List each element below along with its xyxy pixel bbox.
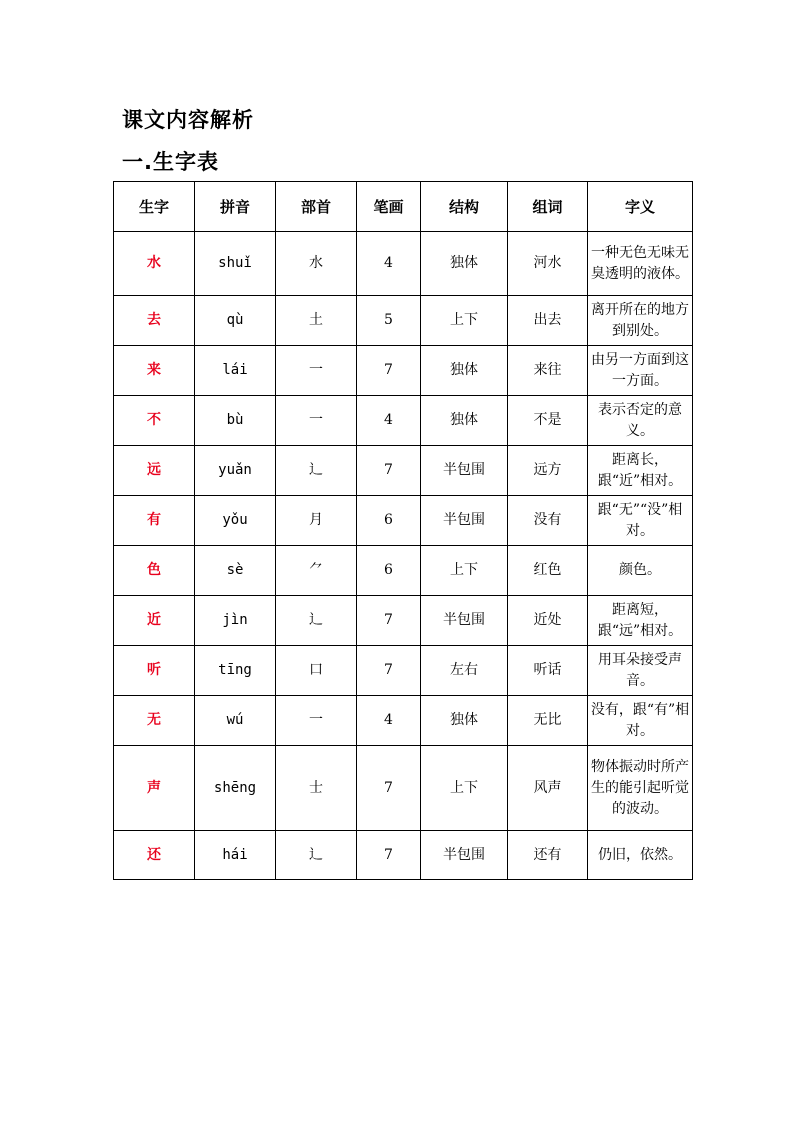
table-row bbox=[114, 546, 693, 596]
structure-cell: 左右 bbox=[421, 646, 508, 696]
header-character: 生字 bbox=[114, 182, 195, 232]
structure-cell: 半包围 bbox=[421, 496, 508, 546]
pinyin-cell: yǒu bbox=[195, 496, 276, 546]
strokes-cell: 4 bbox=[357, 696, 421, 746]
word-cell: 听话 bbox=[508, 646, 588, 696]
table-row bbox=[114, 746, 693, 831]
header-word: 组词 bbox=[508, 182, 588, 232]
radical-cell: ⺈ bbox=[276, 546, 357, 596]
character-cell: 还 bbox=[114, 831, 195, 880]
pinyin-cell: jìn bbox=[195, 596, 276, 646]
character-cell: 声 bbox=[114, 746, 195, 831]
radical-cell: 土 bbox=[276, 296, 357, 346]
structure-cell: 上下 bbox=[421, 546, 508, 596]
character-cell: 水 bbox=[114, 232, 195, 296]
meaning-cell: 仍旧，依然。 bbox=[588, 831, 693, 880]
pinyin-cell: qù bbox=[195, 296, 276, 346]
pinyin-cell: bù bbox=[195, 396, 276, 446]
table-row bbox=[114, 446, 693, 496]
structure-cell: 上下 bbox=[421, 296, 508, 346]
word-cell: 不是 bbox=[508, 396, 588, 446]
character-cell: 不 bbox=[114, 396, 195, 446]
word-cell: 无比 bbox=[508, 696, 588, 746]
structure-cell: 半包围 bbox=[421, 831, 508, 880]
character-cell: 听 bbox=[114, 646, 195, 696]
radical-cell: 一 bbox=[276, 396, 357, 446]
word-cell: 近处 bbox=[508, 596, 588, 646]
meaning-cell: 表示否定的意义。 bbox=[588, 396, 693, 446]
pinyin-cell: tīng bbox=[195, 646, 276, 696]
header-strokes: 笔画 bbox=[357, 182, 421, 232]
meaning-cell: 颜色。 bbox=[588, 546, 693, 596]
strokes-cell: 7 bbox=[357, 346, 421, 396]
table-row bbox=[114, 496, 693, 546]
pinyin-cell: wú bbox=[195, 696, 276, 746]
pinyin-cell: shēng bbox=[195, 746, 276, 831]
character-cell: 来 bbox=[114, 346, 195, 396]
word-cell: 出去 bbox=[508, 296, 588, 346]
pinyin-cell: sè bbox=[195, 546, 276, 596]
character-cell: 有 bbox=[114, 496, 195, 546]
radical-cell: 辶 bbox=[276, 446, 357, 496]
meaning-cell: 用耳朵接受声音。 bbox=[588, 646, 693, 696]
character-cell: 远 bbox=[114, 446, 195, 496]
table-header-row bbox=[114, 182, 693, 232]
structure-cell: 半包围 bbox=[421, 596, 508, 646]
new-characters-table bbox=[113, 181, 693, 880]
table-row bbox=[114, 296, 693, 346]
table-row bbox=[114, 346, 693, 396]
character-cell: 色 bbox=[114, 546, 195, 596]
table-row bbox=[114, 646, 693, 696]
strokes-cell: 5 bbox=[357, 296, 421, 346]
strokes-cell: 7 bbox=[357, 646, 421, 696]
section-heading: 一.生字表 bbox=[122, 150, 219, 174]
header-meaning: 字义 bbox=[588, 182, 693, 232]
pinyin-cell: lái bbox=[195, 346, 276, 396]
meaning-cell: 距离短，跟“远”相对。 bbox=[588, 596, 693, 646]
meaning-cell: 一种无色无味无臭透明的液体。 bbox=[588, 232, 693, 296]
word-cell: 没有 bbox=[508, 496, 588, 546]
meaning-cell: 距离长，跟“近”相对。 bbox=[588, 446, 693, 496]
strokes-cell: 7 bbox=[357, 831, 421, 880]
word-cell: 风声 bbox=[508, 746, 588, 831]
strokes-cell: 4 bbox=[357, 396, 421, 446]
character-cell: 近 bbox=[114, 596, 195, 646]
structure-cell: 独体 bbox=[421, 696, 508, 746]
strokes-cell: 6 bbox=[357, 546, 421, 596]
meaning-cell: 物体振动时所产生的能引起听觉的波动。 bbox=[588, 746, 693, 831]
header-radical: 部首 bbox=[276, 182, 357, 232]
strokes-cell: 6 bbox=[357, 496, 421, 546]
table-row bbox=[114, 596, 693, 646]
meaning-cell: 跟“无”“没”相对。 bbox=[588, 496, 693, 546]
radical-cell: 辶 bbox=[276, 831, 357, 880]
header-pinyin: 拼音 bbox=[195, 182, 276, 232]
strokes-cell: 7 bbox=[357, 596, 421, 646]
structure-cell: 独体 bbox=[421, 232, 508, 296]
word-cell: 河水 bbox=[508, 232, 588, 296]
meaning-cell: 由另一方面到这一方面。 bbox=[588, 346, 693, 396]
word-cell: 远方 bbox=[508, 446, 588, 496]
header-structure: 结构 bbox=[421, 182, 508, 232]
word-cell: 红色 bbox=[508, 546, 588, 596]
word-cell: 还有 bbox=[508, 831, 588, 880]
structure-cell: 半包围 bbox=[421, 446, 508, 496]
table-row bbox=[114, 831, 693, 880]
character-cell: 去 bbox=[114, 296, 195, 346]
strokes-cell: 7 bbox=[357, 746, 421, 831]
radical-cell: 水 bbox=[276, 232, 357, 296]
meaning-cell: 没有，跟“有”相对。 bbox=[588, 696, 693, 746]
pinyin-cell: yuǎn bbox=[195, 446, 276, 496]
radical-cell: 辶 bbox=[276, 596, 357, 646]
radical-cell: 口 bbox=[276, 646, 357, 696]
structure-cell: 独体 bbox=[421, 346, 508, 396]
meaning-cell: 离开所在的地方到别处。 bbox=[588, 296, 693, 346]
radical-cell: 一 bbox=[276, 696, 357, 746]
structure-cell: 上下 bbox=[421, 746, 508, 831]
radical-cell: 士 bbox=[276, 746, 357, 831]
strokes-cell: 4 bbox=[357, 232, 421, 296]
pinyin-cell: hái bbox=[195, 831, 276, 880]
pinyin-cell: shuǐ bbox=[195, 232, 276, 296]
table-row bbox=[114, 232, 693, 296]
radical-cell: 月 bbox=[276, 496, 357, 546]
document-title: 课文内容解析 bbox=[122, 108, 254, 132]
radical-cell: 一 bbox=[276, 346, 357, 396]
character-cell: 无 bbox=[114, 696, 195, 746]
word-cell: 来往 bbox=[508, 346, 588, 396]
strokes-cell: 7 bbox=[357, 446, 421, 496]
table-row bbox=[114, 696, 693, 746]
table-row bbox=[114, 396, 693, 446]
structure-cell: 独体 bbox=[421, 396, 508, 446]
